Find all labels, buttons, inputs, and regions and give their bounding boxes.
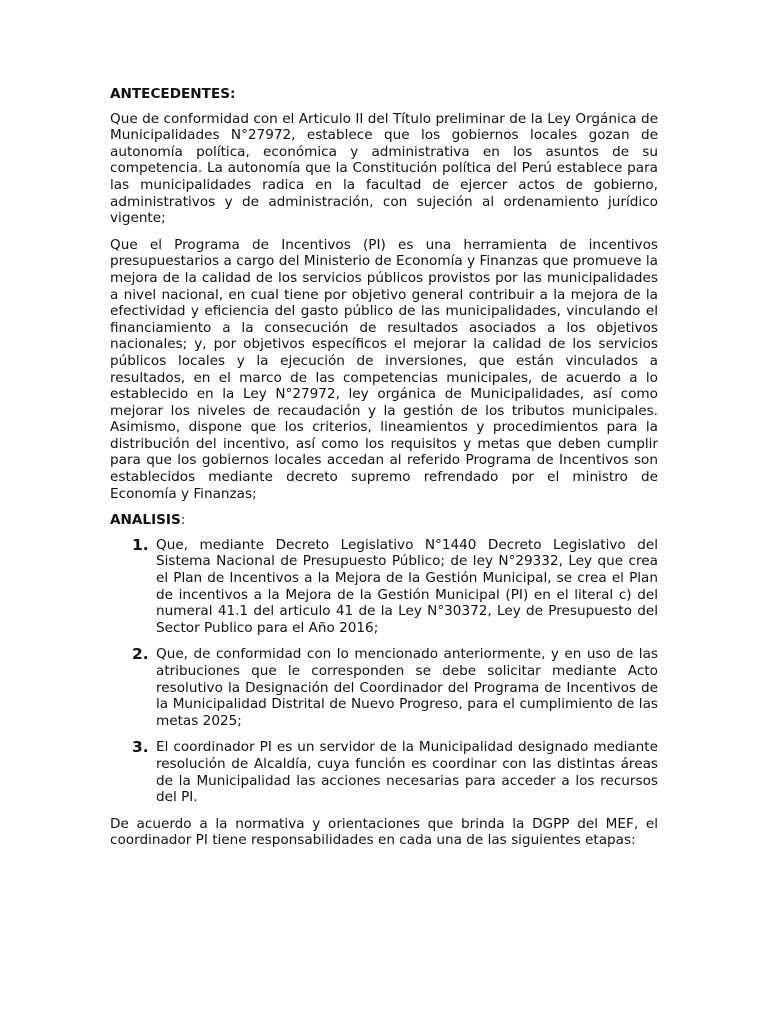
list-item-number: 2. (132, 645, 149, 664)
list-item-text: El coordinador PI es un servidor de la Municipalidad designado mediante resolución de Alcaldía, cuya función es coordinar con las distintas áreas de la Municipalidad las acciones necesarias para acceder a los recursos del PI. (156, 739, 658, 806)
list-item-text: Que, de conformidad con lo mencionado anteriormente, y en uso de las atribuciones que le corresponden se debe solicitar mediante Acto resolutivo la Designación del Coordinador del Programa de Incentivos de la Municipalidad Distrital de Nuevo Progreso, para el cumplimiento de las metas 2025; (156, 646, 658, 729)
analisis-heading-text: ANALISIS (110, 512, 181, 529)
list-item (110, 646, 658, 729)
analisis-heading (110, 512, 658, 529)
list-item-number: 1. (132, 535, 149, 554)
antecedentes-heading: ANTECEDENTES: (110, 86, 236, 102)
analisis-heading-colon: : (180, 512, 186, 529)
closing-paragraph: De acuerdo a la normativa y orientaciones que brinda la DGPP del MEF, el coordinador PI tiene responsabilidades en cada una de las siguientes etapas: (110, 815, 658, 849)
list-item (110, 739, 658, 805)
list-item (110, 537, 658, 637)
antecedentes-paragraph-1: Que de conformidad con el Articulo II del Título preliminar de la Ley Orgánica de Municipalidades N°27972, establece que los gobiernos locales gozan de autonomía política, económica y administrativa en los asuntos de su competencia. La autonomía que la Constitución política del Perú establece para las municipalidades radica en la facultad de ejercer actos de gobierno, administrativos y de administración, con sujeción al ordenamiento jurídico vigente; (110, 110, 658, 227)
antecedentes-paragraph-2: Que el Programa de Incentivos (PI) es una herramienta de incentivos presupuestarios a cargo del Ministerio de Economía y Finanzas que promueve la mejora de la calidad de los servicios públicos provistos por las municipalidades a nivel nacional, en cual tiene por objetivo general contribuir a la mejora de la efectividad y eficiencia del gasto público de las municipalidades, vinculando el financiamiento a la consecución de resultados asociados a los objetivos nacionales; y, por objetivos específicos el mejorar la calidad de los servicios públicos locales y la ejecución de inversiones, que están vinculados a resultados, en el marco de las competencias municipales, de acuerdo a lo establecido en la Ley N°27972, ley orgánica de Municipalidades, así como mejorar los niveles de recaudación y la gestión de los tributos municipales. Asimismo, dispone que los criterios, lineamientos y procedimientos para la distribución del incentivo, así como los requisitos y metas que deben cumplir para que los gobiernos locales accedan al referido Programa de Incentivos son establecidos mediante decreto supremo refrendado por el ministro de Economía y Finanzas; (110, 236, 658, 502)
analisis-list (110, 537, 658, 806)
list-item-number: 3. (132, 738, 149, 757)
list-item-text: Que, mediante Decreto Legislativo N°1440 Decreto Legislativo del Sistema Nacional de Presupuesto Público; de ley N°29332, Ley que crea el Plan de Incentivos a la Mejora de la Gestión Municipal, se crea el Plan de incentivos a la Mejora de la Gestión Municipal (PI) en el literal c) del numeral 41.1 del articulo 41 de la Ley N°30372, Ley de Presupuesto del Sector Publico para el Año 2016; (156, 536, 658, 636)
